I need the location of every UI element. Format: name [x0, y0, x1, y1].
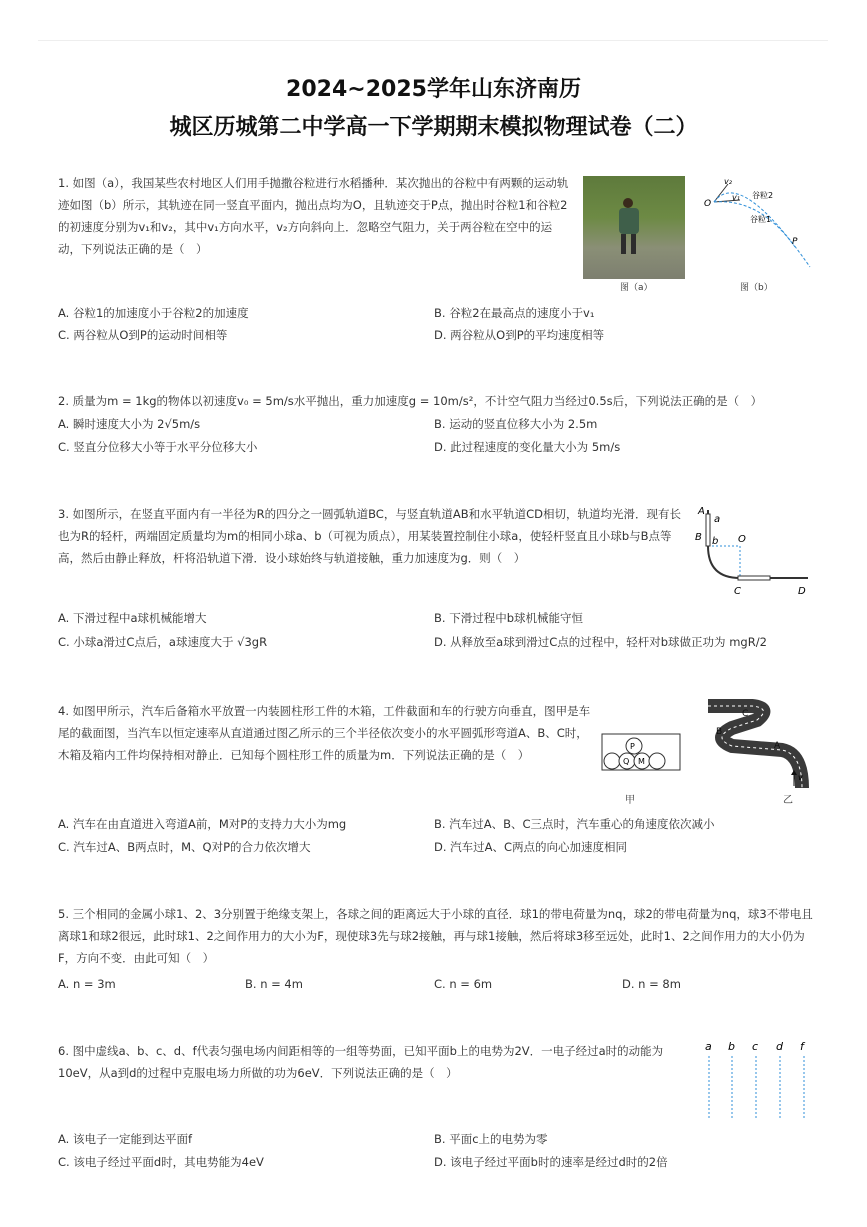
question-1-stem: 1. 如图（a），我国某些农村地区人们用手抛撒谷粒进行水稻播种．某次抛出的谷粒中有两颗的运动轨迹如图（b）所示，其轨迹在同一竖直平面内，抛出点均为O，且轨迹交于P点，抛出时谷粒1和谷粒2的初速度分别为v₁和v₂，其中v₁方向水平，v₂方向斜向上．忽略空气阻力，关于两谷粒在空中的运动，下列说法正确的是（ ） [58, 176, 569, 256]
farmer-head [623, 198, 633, 208]
figure-a-caption: 图（a） [620, 283, 653, 293]
q2-option-c[interactable]: C. 竖直分位移大小等于水平分位移大小 [58, 440, 258, 454]
ball-a-label: a [714, 514, 721, 525]
rod-on-ground [738, 576, 770, 580]
q5-option-a[interactable]: A. n = 3m [58, 977, 116, 991]
q5-option-b[interactable]: B. n = 4m [245, 977, 303, 991]
page-title-line2: 城区历城第二中学高一下学期期末模拟物理试卷（二） [169, 115, 698, 140]
q4-option-c[interactable]: C. 汽车过A、B两点时，M、Q对P的合力依次增大 [58, 840, 311, 854]
top-divider [38, 40, 828, 41]
trajectory-diagram [700, 172, 815, 272]
road [708, 706, 802, 788]
ball-b-label: b [712, 536, 719, 547]
q6-option-d[interactable]: D. 该电子经过平面b时的速率是经过d时的2倍 [434, 1155, 668, 1169]
cylinder-left [604, 753, 620, 769]
q6-option-b[interactable]: B. 平面c上的电势为零 [434, 1132, 548, 1146]
point-c-label: C [734, 586, 741, 597]
cylinder-right [649, 753, 665, 769]
figure-jia-caption: 甲 [625, 795, 635, 806]
question-3-stem: 3. 如图所示，在竖直平面内有一半径为R的四分之一圆弧轨道BC，与竖直轨道AB和水平轨道CD相切，轨道均光滑．现有长也为R的轻杆，两端固定质量均为m的相同小球a、b（可视为质点），用某装置控制住小球a，使轻杆竖直且小球b与B点等高，然后由静止释放，杆将沿轨道下滑．设小球始终与轨道接触，重力加速度为g．则（ ） [58, 507, 681, 565]
light-rod [706, 514, 710, 546]
figure-b-caption: 图（b） [740, 283, 773, 293]
q1-option-d[interactable]: D. 两谷粒从O到P的平均速度相等 [434, 328, 605, 342]
grain1-path [714, 202, 795, 247]
q1-option-b[interactable]: B. 谷粒2在最高点的速度小于v₁ [434, 306, 595, 320]
page-title-line1: 2024~2025学年山东济南历 [286, 77, 581, 102]
point-a-label: A [698, 506, 705, 517]
point-o-label: O [704, 199, 712, 209]
grain2-label: 谷粒2 [752, 191, 774, 200]
winding-road-diagram [702, 698, 812, 790]
plane-a-label: a [705, 1040, 712, 1053]
bend-a-label: A [774, 741, 781, 751]
farmer-leg [631, 234, 636, 254]
point-d-label: D [798, 586, 806, 597]
q3-option-b[interactable]: B. 下滑过程中b球机械能守恒 [434, 611, 583, 625]
cylinder-p-label: P [630, 742, 635, 751]
q4-option-a[interactable]: A. 汽车在由直道进入弯道A前，M对P的支持力大小为mg [58, 817, 347, 831]
q2-option-a[interactable]: A. 瞬时速度大小为 2√5m/s [58, 417, 201, 431]
farmer-body [619, 208, 639, 234]
point-o-label: O [738, 534, 746, 545]
plane-b-label: b [728, 1040, 735, 1053]
trunk-cross-section [600, 728, 682, 772]
v1-label: v₁ [732, 193, 740, 202]
point-b-label: B [695, 532, 702, 543]
q4-option-b[interactable]: B. 汽车过A、B、C三点时，汽车重心的角速度依次减小 [434, 817, 715, 831]
plane-f-label: f [800, 1040, 804, 1053]
q2-option-b[interactable]: B. 运动的竖直位移大小为 2.5m [434, 417, 598, 431]
equipotential-surfaces-diagram [700, 1036, 815, 1120]
q5-option-c[interactable]: C. n = 6m [434, 977, 493, 991]
plane-d-label: d [776, 1040, 783, 1053]
velocity-label: v [798, 773, 803, 782]
rice-sowing-photo [583, 176, 685, 279]
q3-option-a[interactable]: A. 下滑过程中a球机械能增大 [58, 611, 207, 625]
grain2-path [714, 193, 810, 267]
q6-option-c[interactable]: C. 该电子经过平面d时，其电势能为4eV [58, 1155, 264, 1169]
question-4-stem: 4. 如图甲所示，汽车后备箱水平放置一内装圆柱形工件的木箱，工件截面和车的行驶方向垂直，图甲是车尾的截面图，当汽车以恒定速率从直道通过图乙所示的三个半径依次变小的水平圆弧形弯道A、B、C时，木箱及箱内工件均保持相对静止．已知每个圆柱形工件的质量为m．下列说法正确的是（ ） [58, 704, 591, 762]
q6-option-a[interactable]: A. 该电子一定能到达平面f [58, 1132, 193, 1146]
farmer-leg [621, 234, 626, 254]
point-p-label: P [792, 237, 798, 247]
q4-option-d[interactable]: D. 汽车过A、C两点的向心加速度相同 [434, 840, 628, 854]
bend-b-label: B [716, 727, 723, 737]
q2-option-d[interactable]: D. 此过程速度的变化量大小为 5m/s [434, 440, 621, 454]
question-2-stem: 2. 质量为m = 1kg的物体以初速度v₀ = 5m/s水平抛出，重力加速度g = 10m/s²，不计空气阻力当经过0.5s后，下列说法正确的是（ ） [58, 394, 763, 408]
arc-track-bc [708, 546, 740, 578]
plane-c-label: c [752, 1040, 759, 1053]
question-6-stem: 6. 图中虚线a、b、c、d、f代表匀强电场内间距相等的一组等势面，已知平面b上的电势为2V．一电子经过a时的动能为10eV，从a到d的过程中克服电场力所做的功为6eV．下列说法正确的是（ ） [58, 1044, 664, 1080]
figure-yi-caption: 乙 [783, 795, 793, 806]
v2-label: v₂ [724, 177, 732, 186]
q1-option-c[interactable]: C. 两谷粒从O到P的运动时间相等 [58, 328, 228, 342]
q5-option-d[interactable]: D. n = 8m [622, 977, 681, 991]
grain1-label: 谷粒1 [750, 215, 772, 224]
cylinder-q-label: Q [623, 757, 630, 766]
q3-option-c[interactable]: C. 小球a滑过C点后，a球速度大于 √3gR [58, 635, 268, 649]
q1-option-a[interactable]: A. 谷粒1的加速度小于谷粒2的加速度 [58, 306, 249, 320]
track-diagram [690, 500, 815, 600]
cylinder-m-label: M [638, 757, 645, 766]
question-5-stem: 5. 三个相同的金属小球1、2、3分别置于绝缘支架上，各球之间的距离远大于小球的直径．球1的带电荷量为nq，球2的带电荷量为nq，球3不带电且离球1和球2很远，此时球1、2之间作用力的大小为F，现使球3先与球2接触，再与球1接触，然后将球3移至远处，此时1、2之间作用力的大小仍为F，方向不变．由此可知（ ） [58, 907, 813, 965]
bend-c-label: C [742, 709, 749, 719]
q3-option-d[interactable]: D. 从释放至a球到滑过C点的过程中，轻杆对b球做正功为 mgR/2 [434, 635, 767, 649]
